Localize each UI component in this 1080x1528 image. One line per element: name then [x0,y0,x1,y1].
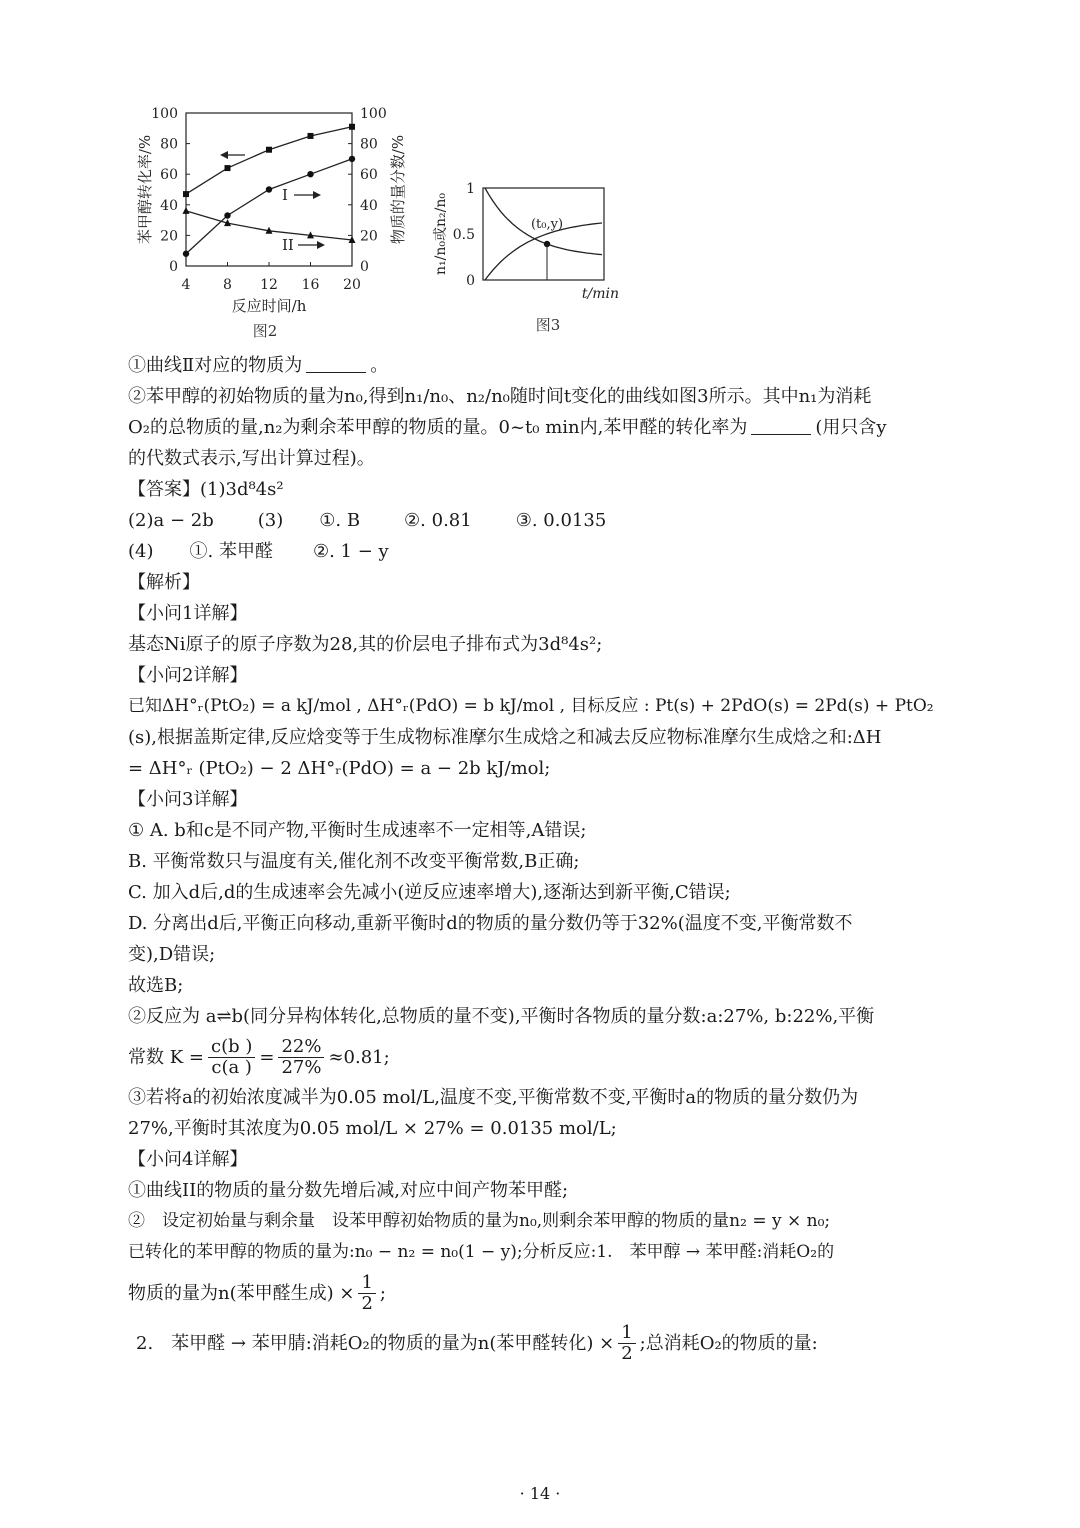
y-axis-label-left: 苯甲醇转化率/% [136,134,154,245]
answer-blank [751,416,811,435]
marker-triangle [183,207,190,214]
marker-circle [224,212,230,218]
marker-square [308,133,314,139]
marker-circle [266,186,272,192]
sub-question-3-text-6: 故选B; [128,975,184,996]
sub-question-2-text-2: (s),根据盖斯定律,反应焓变等于生成物标准摩尔生成焓之和减去反应物标准摩尔生成焓之和:ΔH [128,727,882,748]
page-number: · 14 · [519,1484,561,1503]
series-line-II [186,211,352,240]
sub-question-3-text-7: ②反应为 a⇌b(同分异构体转化,总物质的量不变),平衡时各物质的量分数:a:27%, b:22%,平衡 [128,1006,875,1027]
x-axis-label: t/min [581,286,619,302]
marker-circle [183,251,189,257]
question-4-2-b: O₂的总物质的量,n₂为剩余苯甲醇的物质的量。0~t₀ min内,苯甲醛的转化率为 (用只含y [128,417,887,438]
y-tick-label-right: 40 [360,197,378,214]
analysis-heading: 【解析】 [128,572,200,593]
sub-question-2-text-3: = ΔH°ᵣ (PtO₂) − 2 ΔH°ᵣ(PdO) = a − 2b kJ/mol; [128,758,551,779]
sub-question-3-text-3: C. 加入d后,d的生成速率会先减小(逆反应速率增大),逐渐达到新平衡,C错误; [128,882,731,903]
question-4-2-c: 的代数式表示,写出计算过程)。 [128,448,375,469]
question-4-2-a: ②苯甲醇的初始物质的量为n₀,得到n₁/n₀、n₂/n₀随时间t变化的曲线如图3所示。其中n₁为消耗 [128,386,872,407]
intersection-label: (t₀,y) [530,217,564,232]
equilibrium-constant-formula: 常数 K = $\frac{c(b )}{c(a )}$ = $\frac{22\%}{27\%}$ ≈0.81; [128,1035,390,1078]
marker-square [266,147,272,153]
figure-2-caption: 图2 [252,322,278,340]
sub-question-4-text-4: 物质的量为n(苯甲醛生成) × $\frac{1}{2}$ ; [128,1271,386,1314]
arrow-left-head [220,151,228,159]
sub-question-3-heading: 【小问3详解】 [128,789,248,810]
y-tick-label-left: 60 [160,167,178,184]
marker-square [225,165,231,171]
fraction-percent: $\frac{22\%}{27\%}$ [278,1037,324,1078]
answer-line-2: (2)a − 2b (3) ①. B ②. 0.81 ③. 0.0135 [128,510,607,531]
answer-blank [306,354,366,373]
y-tick-label-right: 0 [360,259,369,275]
curve-label-I: I [282,186,288,204]
fraction-half: $\frac{1}{2}$ [618,1323,635,1364]
sub-question-4-text-1: ①曲线II的物质的量分数先增后减,对应中间产物苯甲醛; [128,1180,569,1201]
marker-square [183,191,189,197]
y-tick-label: 0 [466,273,475,289]
sub-question-3-text-5: 变),D错误; [128,944,216,965]
x-tick-label: 20 [343,277,361,293]
y-tick-label-left: 100 [151,106,178,122]
plot-frame [483,188,604,280]
sub-question-2-text-1: 已知ΔH°ᵣ(PtO₂) = a kJ/mol , ΔH°ᵣ(PdO) = b kJ/mol , 目标反应 : Pt(s) + 2PdO(s) = 2Pd(s) + PtO₂ [128,696,934,716]
y-tick-label-left: 0 [169,259,178,275]
fraction-concentration: $\frac{c(b )}{c(a )}$ [208,1037,255,1078]
y-tick-label-left: 40 [160,197,178,214]
series-line-I [186,159,352,254]
x-tick-label: 8 [223,277,232,293]
figure-2-chart [0,0,440,345]
intersection-point [544,241,550,247]
y-tick-label: 1 [466,181,475,197]
y-tick-label-right: 60 [360,167,378,184]
arrow-right-head [313,191,321,199]
x-tick-label: 16 [301,277,320,293]
answer-heading: 【答案】(1)3d⁸4s² [128,479,284,500]
y-axis-label: n₁/n₀或n₂/n₀ [433,193,449,275]
sub-question-4-text-3: 已转化的苯甲醇的物质的量为:n₀ − n₂ = n₀(1 − y);分析反应:1. 苯甲醇 → 苯甲醛:消耗O₂的 [128,1242,835,1262]
sub-question-4-text-5: 2. 苯甲醛 → 苯甲腈:消耗O₂的物质的量为n(苯甲醛转化) × $\frac{1}{2}$ ;总消耗O₂的物质的量: [136,1321,818,1364]
sub-question-2-heading: 【小问2详解】 [128,665,248,686]
figure-3-caption: 图3 [535,316,561,334]
sub-question-1-heading: 【小问1详解】 [128,603,248,624]
sub-question-3-text-2: B. 平衡常数只与温度有关,催化剂不改变平衡常数,B正确; [128,851,580,872]
answer-line-3: (4) ①. 苯甲醛 ②. 1 − y [128,541,389,562]
series-line-n1 [485,223,602,280]
sub-question-4-text-2: ② 设定初始量与剩余量 设苯甲醇初始物质的量为n₀,则剩余苯甲醇的物质的量n₂ = y × n₀; [128,1211,831,1231]
fraction-half: $\frac{1}{2}$ [358,1273,375,1314]
sub-question-1-text: 基态Ni原子的原子序数为28,其的价层电子排布式为3d⁸4s²; [128,634,603,655]
question-4-1: ①曲线Ⅱ对应的物质为 。 [128,355,389,376]
sub-question-3-text-10: 27%,平衡时其浓度为0.05 mol/L × 27% = 0.0135 mol/L; [128,1118,617,1139]
y-tick-label-left: 80 [160,136,178,153]
figures [0,0,1080,345]
series-line-n2 [485,188,602,255]
curve-label-II: II [282,236,294,254]
sub-question-4-heading: 【小问4详解】 [128,1149,248,1170]
marker-square [349,124,355,130]
y-tick-label-right: 80 [360,136,378,153]
y-tick-label-right: 100 [360,106,387,122]
x-tick-label: 4 [181,277,191,293]
marker-circle [307,171,313,177]
y-tick-label-left: 20 [160,228,178,245]
series-line-转化率 [186,127,352,194]
sub-question-3-text-1: ① A. b和c是不同产物,平衡时生成速率不一定相等,A错误; [128,820,587,841]
y-tick-label: 0.5 [452,227,475,243]
x-tick-label: 12 [260,277,278,293]
marker-circle [349,156,355,162]
x-axis-label: 反应时间/h [231,297,307,315]
sub-question-3-text-9: ③若将a的初始浓度减半为0.05 mol/L,温度不变,平衡常数不变,平衡时a的物质的量分数仍为 [128,1087,859,1108]
y-tick-label-right: 20 [360,228,378,245]
arrow-right-head [317,241,325,249]
solution-text [128,350,968,1368]
y-axis-label-right: 物质的量分数/% [389,134,407,245]
sub-question-3-text-4: D. 分离出d后,平衡正向移动,重新平衡时d的物质的量分数仍等于32%(温度不变,平衡常数不 [128,913,853,934]
